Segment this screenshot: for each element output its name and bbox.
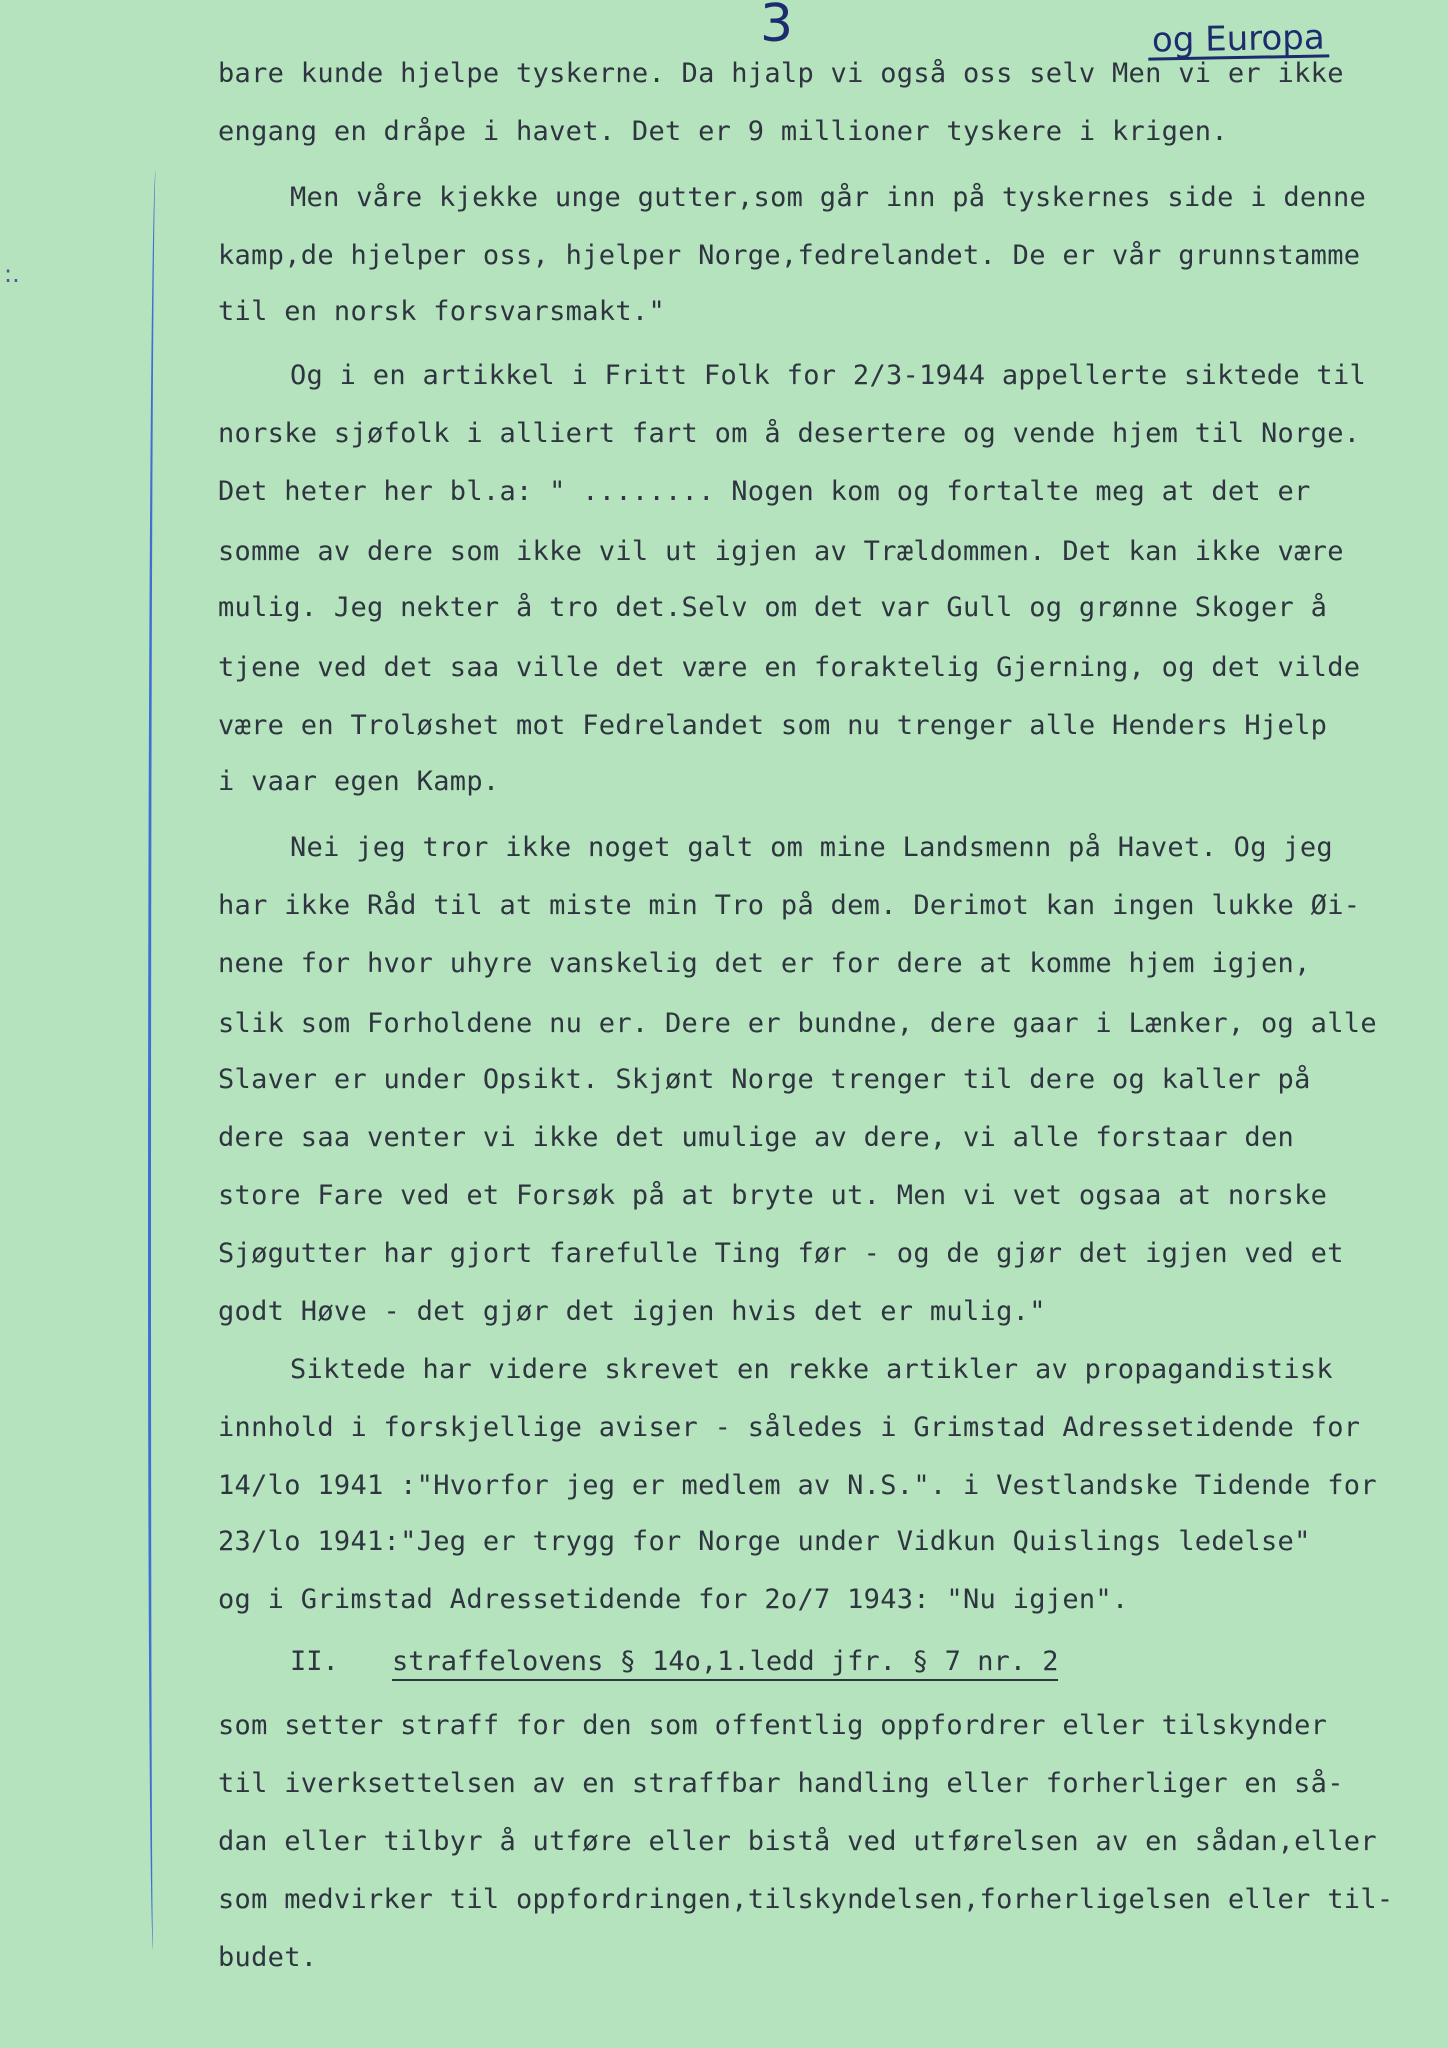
text-line: Det heter her bl.a: " ........ Nogen kom og fortalte meg at det er <box>218 476 1311 507</box>
text-line: i vaar egen Kamp. <box>218 766 500 797</box>
text-line: slik som Forholdene nu er. Dere er bundne, dere gaar i Lænker, og alle <box>218 1008 1377 1039</box>
text-line: engang en dråpe i havet. Det er 9 millioner tyskere i krigen. <box>218 116 1228 147</box>
text-line: bare kunde hjelpe tyskerne. Da hjalp vi også oss selv Men vi er ikke <box>218 58 1344 89</box>
text-line: tjene ved det saa ville det være en foraktelig Gjerning, og det vilde <box>218 652 1361 683</box>
page-number: 3 <box>760 0 794 54</box>
section-title: straffelovens § 14o,1.ledd jfr. § 7 nr. 2 <box>392 1646 1058 1681</box>
text-line: mulig. Jeg nekter å tro det.Selv om det var Gull og grønne Skoger å <box>218 592 1328 623</box>
text-line: budet. <box>218 1942 318 1973</box>
text-line: som setter straff for den som offentlig oppfordrer eller tilskynder <box>218 1710 1328 1741</box>
text-line: være en Troløshet mot Fedrelandet som nu trenger alle Henders Hjelp <box>218 710 1328 741</box>
text-line: nene for hvor uhyre vanskelig det er for dere at komme hjem igjen, <box>218 948 1311 979</box>
text-line: Og i en artikkel i Fritt Folk for 2/3-1944 appellerte siktede til <box>290 360 1367 391</box>
handwritten-insertion: og Europa <box>1148 20 1329 60</box>
text-line: til en norsk forsvarsmakt." <box>218 296 665 327</box>
margin-pen-line <box>148 170 161 1950</box>
text-line: og i Grimstad Adressetidende for 2o/7 1943: "Nu igjen". <box>218 1584 1129 1615</box>
text-line: Siktede har videre skrevet en rekke artikler av propagandistisk <box>290 1354 1333 1385</box>
text-line: innhold i forskjellige aviser - således i Grimstad Adressetidende for <box>218 1412 1361 1443</box>
text-line: til iverksettelsen av en straffbar handling eller forherliger en så- <box>218 1768 1344 1799</box>
text-line: dere saa venter vi ikke det umulige av dere, vi alle forstaar den <box>218 1122 1295 1153</box>
text-line: Men våre kjekke unge gutter,som går inn på tyskernes side i denne <box>290 182 1367 213</box>
text-line: har ikke Råd til at miste min Tro på dem. Derimot kan ingen lukke Øi- <box>218 890 1361 921</box>
text-line: kamp,de hjelper oss, hjelper Norge,fedrelandet. De er vår grunnstamme <box>218 240 1361 271</box>
text-line: somme av dere som ikke vil ut igjen av Trældommen. Det kan ikke være <box>218 536 1344 567</box>
text-line: Sjøgutter har gjort farefulle Ting før - og de gjør det igjen ved et <box>218 1238 1344 1269</box>
text-line: 23/lo 1941:"Jeg er trygg for Norge under Vidkun Quislings ledelse" <box>218 1526 1311 1557</box>
text-line: dan eller tilbyr å utføre eller bistå ved utførelsen av en sådan,eller <box>218 1826 1377 1857</box>
text-line: store Fare ved et Forsøk på at bryte ut. Men vi vet ogsaa at norske <box>218 1180 1328 1211</box>
margin-mark: :. <box>4 260 20 288</box>
text-line: som medvirker til oppfordringen,tilskyndelsen,forherligelsen eller til- <box>218 1884 1394 1915</box>
text-line: Nei jeg tror ikke noget galt om mine Landsmenn på Havet. Og jeg <box>290 832 1333 863</box>
text-line: godt Høve - det gjør det igjen hvis det er mulig." <box>218 1296 1046 1327</box>
section-number: II. <box>290 1646 339 1677</box>
text-line: 14/lo 1941 :"Hvorfor jeg er medlem av N.S.". i Vestlandske Tidende for <box>218 1470 1377 1501</box>
text-line: norske sjøfolk i alliert fart om å desertere og vende hjem til Norge. <box>218 418 1361 449</box>
text-line: Slaver er under Opsikt. Skjønt Norge trenger til dere og kaller på <box>218 1064 1311 1095</box>
